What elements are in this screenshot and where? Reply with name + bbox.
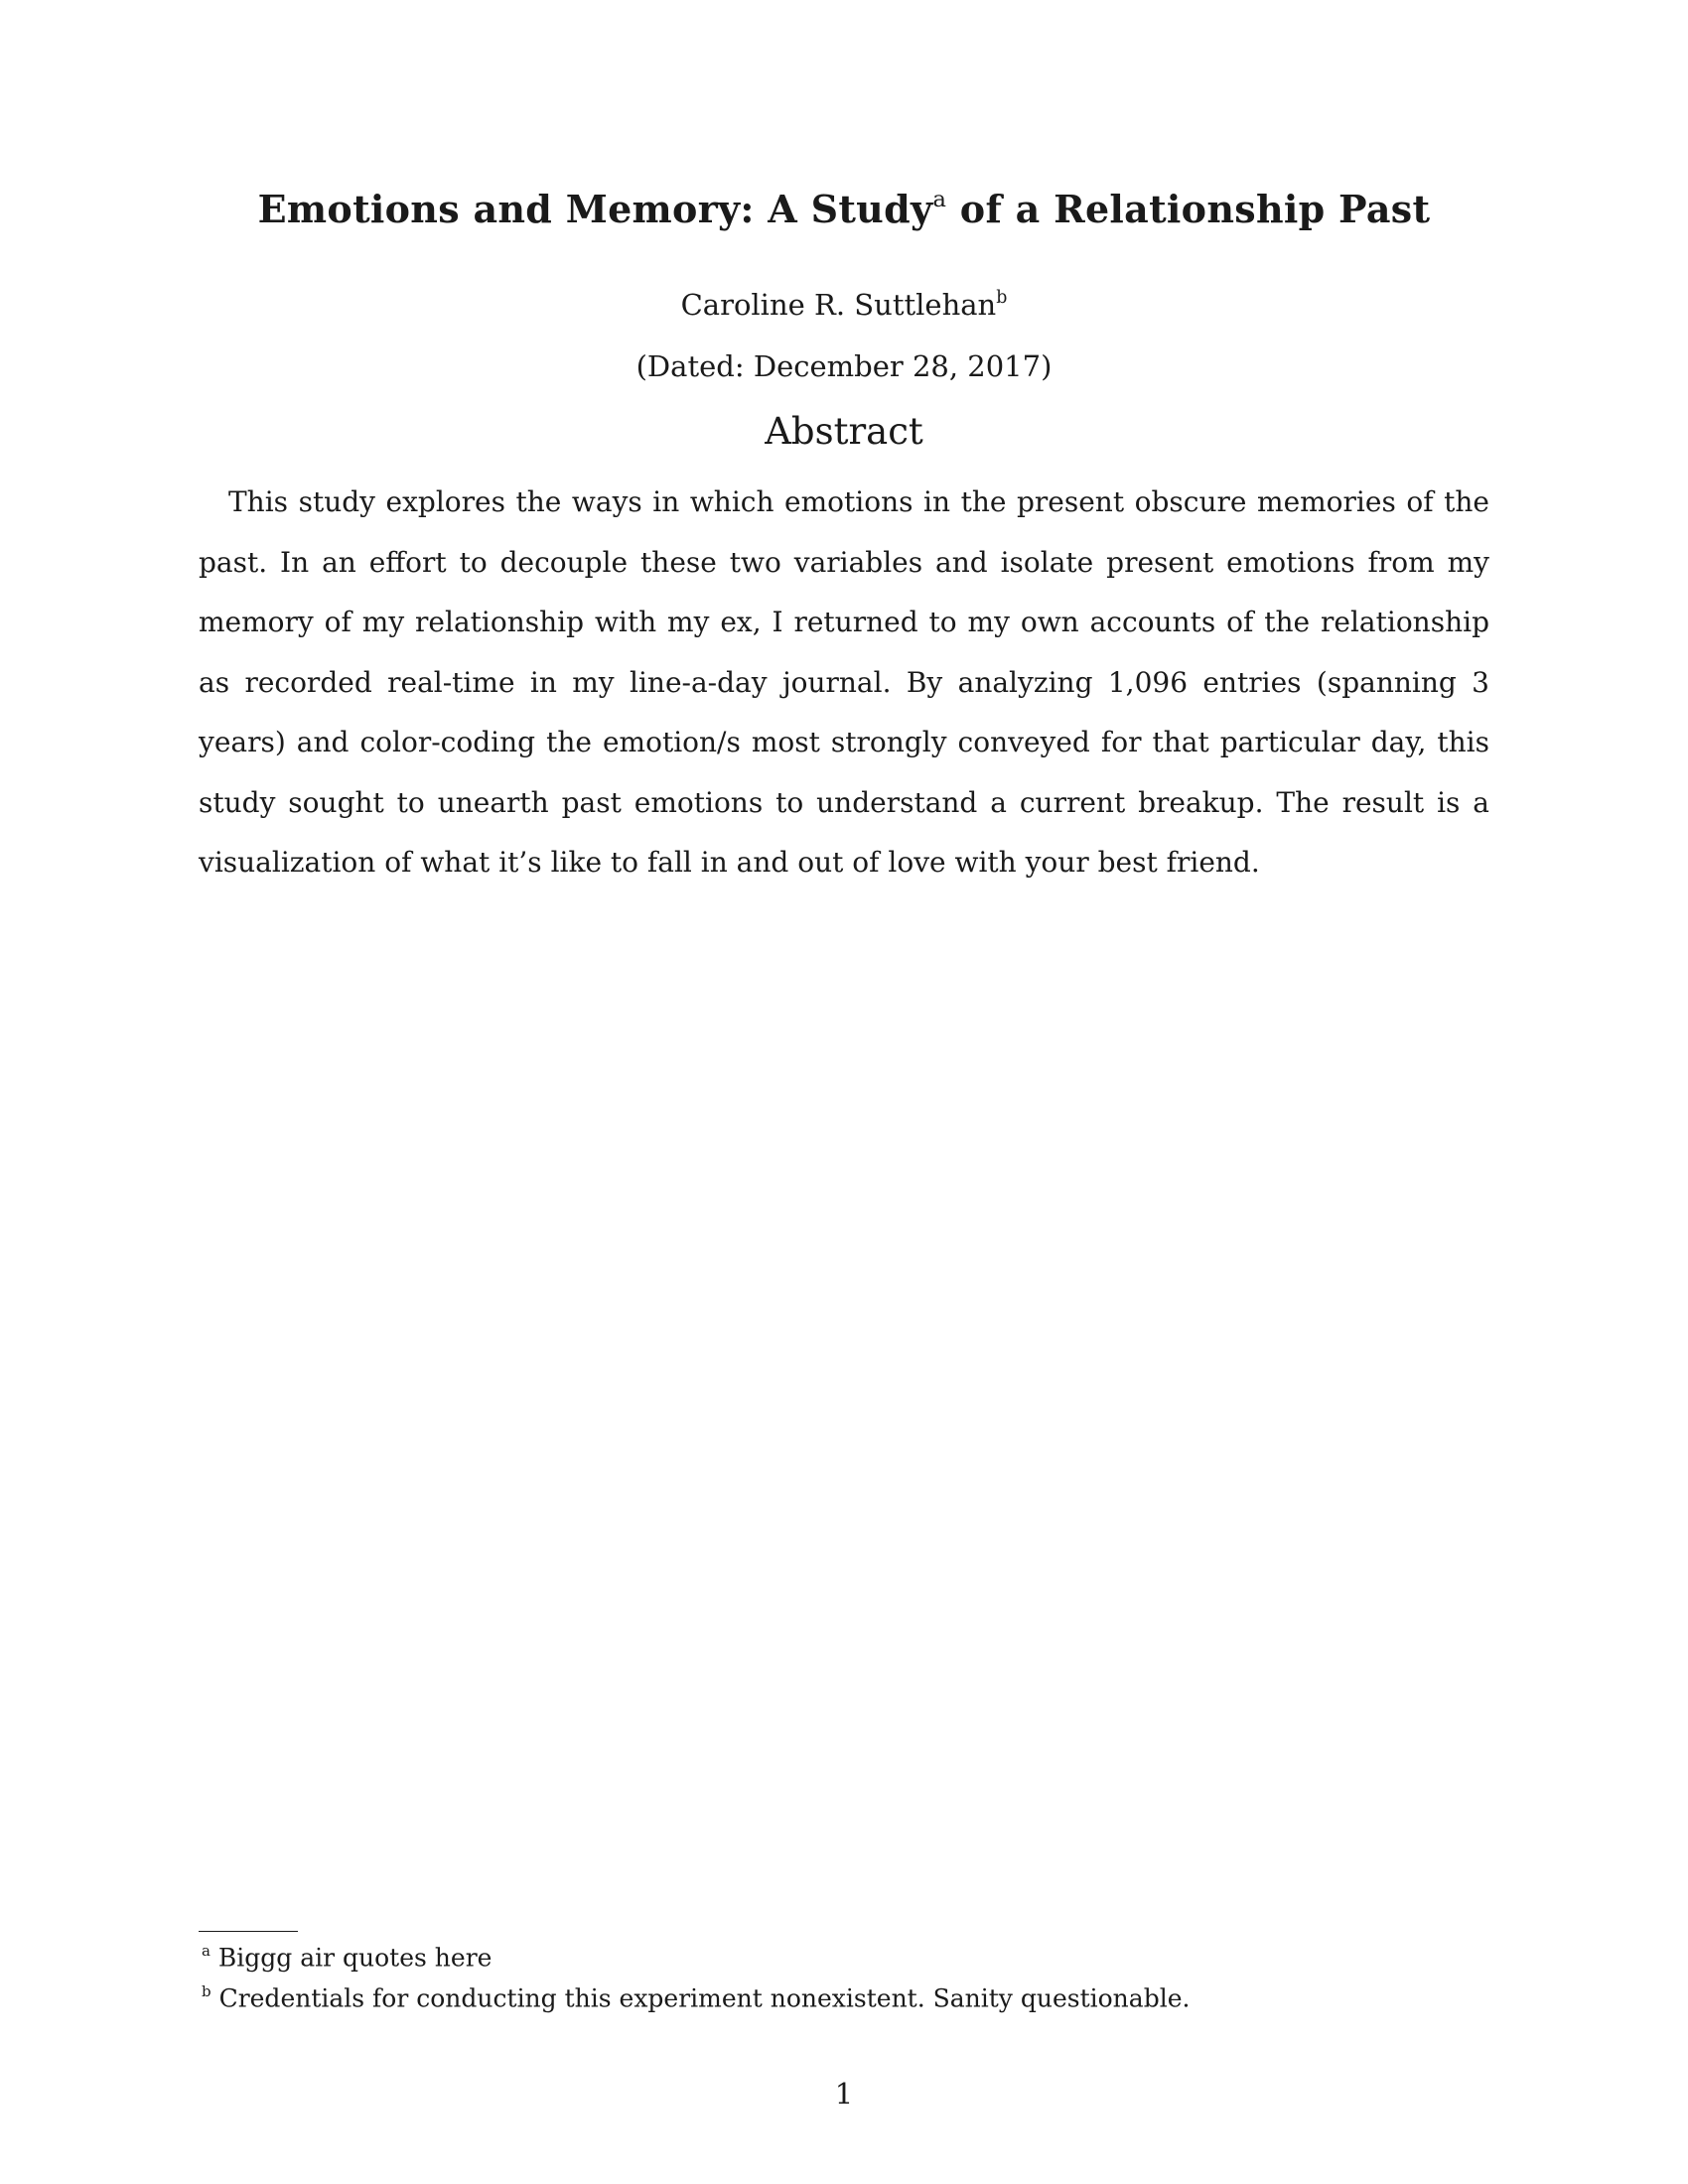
footnote-a bbox=[199, 1943, 1492, 1972]
footnote-text: Credentials for conducting this experiment nonexistent. Sanity questionable. bbox=[218, 1983, 1191, 2013]
page-number: 1 bbox=[834, 2077, 854, 2111]
abstract-body: This study explores the ways in which emotions in the present obscure memories of the past. In an effort to decouple these two variables and isolate present emotions from my memory of my relationship with my ex, I returned to my own accounts of the relationship as recorded real-time in my line-a-day journal. By analyzing 1,096 entries (spanning 3 years) and color-coding the emotion/s most strongly conveyed for that particular day, this study sought to unearth past emotions to understand a current breakup. The result is a visualization of what it’s like to fall in and out of love with your best friend. bbox=[199, 485, 1489, 879]
paper-title bbox=[0, 187, 1688, 231]
title-footnote-mark: a bbox=[932, 187, 947, 213]
author-footnote-mark: b bbox=[996, 287, 1008, 308]
author-line bbox=[0, 288, 1688, 322]
footnote-mark: a bbox=[202, 1941, 211, 1960]
footnote-text: Biggg air quotes here bbox=[217, 1943, 492, 1973]
footnote-rule bbox=[199, 1931, 298, 1932]
date-line: (Dated: December 28, 2017) bbox=[635, 349, 1053, 383]
footnote-mark: b bbox=[202, 1981, 211, 2000]
title-text: Emotions and Memory: A Study bbox=[257, 187, 933, 231]
footnote-b bbox=[199, 1983, 1492, 2012]
title-text-rest: of a Relationship Past bbox=[946, 187, 1431, 231]
author-name: Caroline R. Suttlehan bbox=[680, 288, 997, 322]
abstract-heading: Abstract bbox=[765, 410, 923, 453]
